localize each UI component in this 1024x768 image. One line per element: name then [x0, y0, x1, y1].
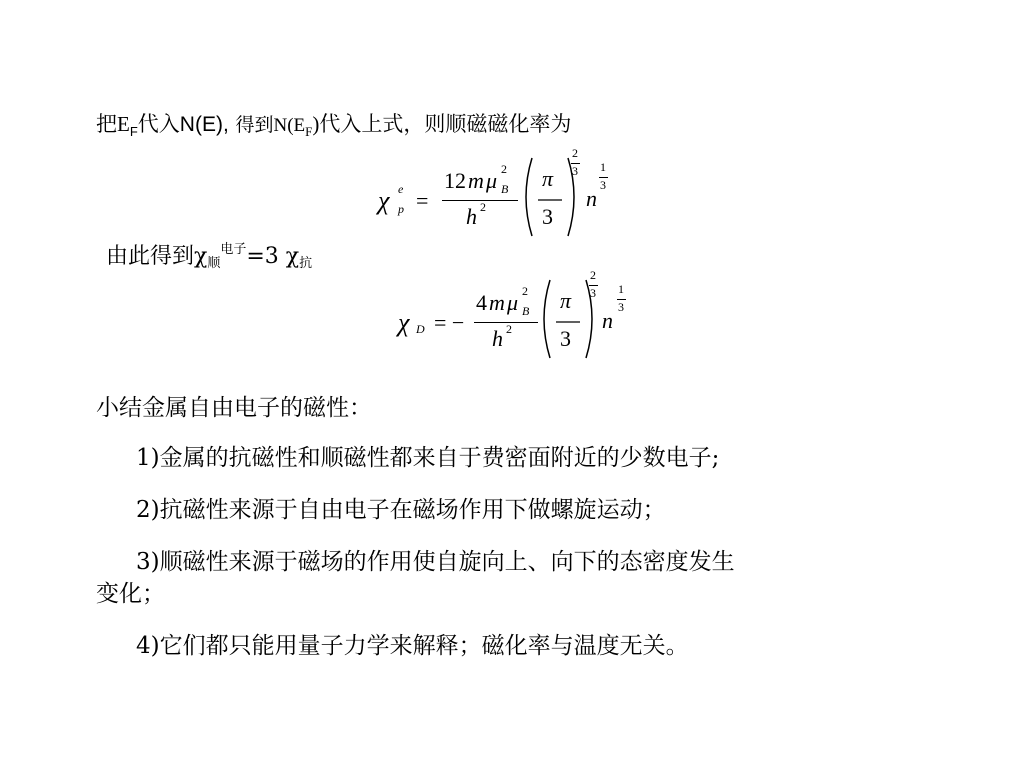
n-exp-denominator: 3	[600, 178, 606, 192]
intro-part3: 得到N(E	[235, 115, 306, 136]
conclusion-text: 由此得到χ	[106, 244, 208, 269]
intro-part1: 把E	[96, 112, 130, 136]
exp-denominator-2: 3	[590, 286, 596, 300]
chi-subscript: p	[398, 202, 404, 216]
ef-subscript: F	[129, 124, 138, 139]
summary-item-3-cont: 变化；	[96, 581, 165, 607]
n-symbol: n	[586, 186, 597, 211]
numerator-mu-2: μ	[507, 290, 519, 315]
chi-d-subscript: D	[416, 322, 425, 336]
summary-item-3: 3)顺磁性来源于磁场的作用使自旋向上、向下的态密度发生	[136, 549, 735, 575]
n-exp-denominator-2: 3	[618, 300, 624, 314]
nef-subscript: F	[305, 124, 313, 139]
n-exp-numerator: 1	[600, 160, 606, 174]
exp-numerator: 2	[572, 146, 578, 160]
three-value-2: 3	[560, 326, 571, 351]
mu-subscript-2: B	[522, 304, 530, 318]
numerator-coefficient-2: 4	[476, 290, 487, 315]
exp-denominator: 3	[572, 164, 578, 178]
h-superscript-2: 2	[506, 322, 512, 336]
numerator-coefficient: 12	[444, 168, 466, 193]
chi-sup-electron: 电子	[220, 242, 247, 257]
chi-sub-kang: 抗	[299, 256, 313, 271]
conclusion-eq: =3 χ	[246, 244, 300, 269]
numerator-mu: μ	[486, 168, 498, 193]
chi-d-symbol: χ	[398, 308, 410, 337]
h-superscript: 2	[480, 200, 486, 214]
three-value: 3	[542, 204, 553, 229]
chi-symbol: χ	[378, 186, 390, 215]
denominator-h: h	[466, 204, 477, 229]
intro-part4: )代入上式，则顺磁磁化率为	[312, 112, 572, 136]
n-symbol-2: n	[602, 308, 613, 333]
equals-sign: =	[416, 188, 429, 213]
summary-item-4: 4)它们都只能用量子力学来解释；磁化率与温度无关。	[136, 633, 689, 659]
equals-minus-sign: = −	[434, 310, 465, 335]
summary-heading: 小结金属自由电子的磁性：	[96, 395, 372, 421]
summary-item-2: 2)抗磁性来源于自由电子在磁场作用下做螺旋运动；	[136, 497, 666, 523]
n-exp-numerator-2: 1	[618, 282, 624, 296]
chi-superscript: e	[398, 182, 404, 196]
intro-part2: 代入N(E),	[137, 113, 229, 136]
mu-superscript: 2	[501, 162, 507, 176]
formula-paramagnetic	[360, 146, 640, 246]
formula-diamagnetic	[390, 268, 650, 368]
numerator-m-2: m	[489, 290, 505, 315]
conclusion-line	[106, 238, 312, 271]
pi-symbol: π	[542, 166, 554, 191]
summary-item-1: 1)金属的抗磁性和顺磁性都来自于费密面附近的少数电子;	[136, 445, 720, 471]
denominator-h-2: h	[492, 326, 503, 351]
exp-numerator-2: 2	[590, 268, 596, 282]
numerator-m: m	[468, 168, 484, 193]
intro-line	[96, 108, 571, 148]
mu-subscript: B	[501, 182, 509, 196]
pi-symbol-2: π	[560, 288, 572, 313]
mu-superscript-2: 2	[522, 284, 528, 298]
chi-sub-shun: 顺	[207, 256, 221, 271]
